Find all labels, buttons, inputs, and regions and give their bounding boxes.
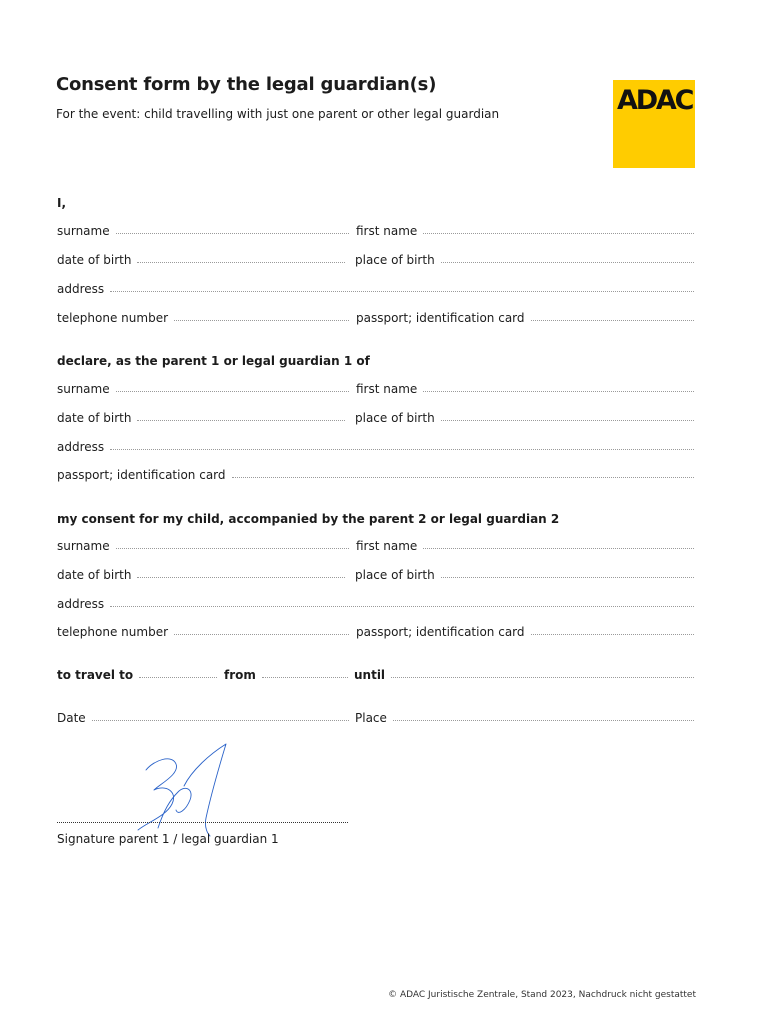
telephone-field-1[interactable] <box>57 311 349 327</box>
logo-text: ADAC <box>617 85 693 116</box>
surname-field-1[interactable] <box>57 224 349 240</box>
first-name-field-3[interactable] <box>356 539 694 555</box>
place-of-birth-field-2[interactable] <box>355 411 694 427</box>
section3-heading: my consent for my child, accompanied by the parent 2 or legal guardian 2 <box>57 512 560 526</box>
input-line <box>116 390 349 392</box>
travel-destination-field[interactable] <box>57 668 217 684</box>
date-of-birth-field-1[interactable] <box>57 253 345 269</box>
input-line <box>531 319 694 321</box>
travel-from-field[interactable] <box>224 668 348 684</box>
input-line <box>92 719 349 721</box>
handwritten-signature <box>120 740 240 840</box>
section2-heading: declare, as the parent 1 or legal guardian 1 of <box>57 354 370 368</box>
input-line <box>139 676 217 678</box>
signature-line[interactable] <box>57 822 348 823</box>
passport-label: passport; identification card <box>356 311 525 325</box>
address-field-3[interactable] <box>57 597 694 613</box>
surname-field-3[interactable] <box>57 539 349 555</box>
adac-logo <box>613 80 695 168</box>
surname-label: surname <box>57 224 110 238</box>
page-title: Consent form by the legal guardian(s) <box>56 74 437 95</box>
first-name-field-2[interactable] <box>356 382 694 398</box>
address-label: address <box>57 440 105 454</box>
input-line <box>110 448 694 450</box>
address-field-1[interactable] <box>57 282 694 298</box>
first-name-label: first name <box>356 224 418 238</box>
place-field[interactable] <box>355 711 694 727</box>
first-name-field-1[interactable] <box>356 224 694 240</box>
date-field[interactable] <box>57 711 349 727</box>
input-line <box>393 719 694 721</box>
input-line <box>174 633 349 635</box>
input-line <box>137 576 345 578</box>
place-of-birth-label: place of birth <box>355 253 435 267</box>
place-of-birth-field-1[interactable] <box>355 253 694 269</box>
input-line <box>423 547 694 549</box>
input-line <box>116 547 349 549</box>
passport-label: passport; identification card <box>356 625 525 639</box>
input-line <box>116 232 349 234</box>
passport-field-1[interactable] <box>356 311 694 327</box>
surname-label: surname <box>57 382 110 396</box>
input-line <box>391 676 694 678</box>
input-line <box>262 676 348 678</box>
from-label: from <box>224 668 256 682</box>
place-of-birth-label: place of birth <box>355 411 435 425</box>
input-line <box>110 290 694 292</box>
telephone-label: telephone number <box>57 311 169 325</box>
telephone-field-3[interactable] <box>57 625 349 641</box>
surname-label: surname <box>57 539 110 553</box>
input-line <box>441 419 694 421</box>
first-name-label: first name <box>356 539 418 553</box>
passport-label: passport; identification card <box>57 468 226 482</box>
input-line <box>441 576 694 578</box>
passport-field-2[interactable] <box>57 468 694 484</box>
telephone-label: telephone number <box>57 625 169 639</box>
input-line <box>531 633 694 635</box>
input-line <box>137 419 345 421</box>
copyright-footer: © ADAC Juristische Zentrale, Stand 2023, Nachdruck nicht gestattet <box>388 990 696 1000</box>
date-label: Date <box>57 711 86 725</box>
input-line <box>423 232 694 234</box>
date-of-birth-label: date of birth <box>57 411 132 425</box>
input-line <box>137 261 345 263</box>
place-of-birth-label: place of birth <box>355 568 435 582</box>
first-name-label: first name <box>356 382 418 396</box>
date-of-birth-field-2[interactable] <box>57 411 345 427</box>
section1-heading: I, <box>57 196 67 210</box>
address-label: address <box>57 282 105 296</box>
surname-field-2[interactable] <box>57 382 349 398</box>
input-line <box>110 605 694 607</box>
travel-until-field[interactable] <box>354 668 694 684</box>
input-line <box>232 476 694 478</box>
address-field-2[interactable] <box>57 440 694 456</box>
input-line <box>423 390 694 392</box>
signature-label: Signature parent 1 / legal guardian 1 <box>57 832 279 846</box>
until-label: until <box>354 668 386 682</box>
place-of-birth-field-3[interactable] <box>355 568 694 584</box>
travel-to-label: to travel to <box>57 668 134 682</box>
page-subtitle: For the event: child travelling with just one parent or other legal guardian <box>56 107 500 121</box>
place-label: Place <box>355 711 387 725</box>
input-line <box>174 319 349 321</box>
date-of-birth-label: date of birth <box>57 568 132 582</box>
input-line <box>441 261 694 263</box>
date-of-birth-field-3[interactable] <box>57 568 345 584</box>
address-label: address <box>57 597 105 611</box>
date-of-birth-label: date of birth <box>57 253 132 267</box>
passport-field-3[interactable] <box>356 625 694 641</box>
